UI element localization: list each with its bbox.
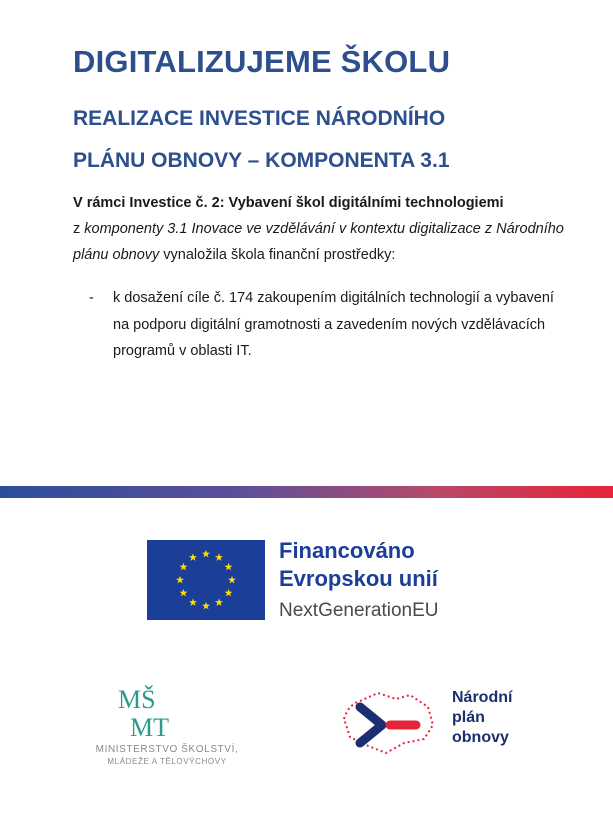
svg-text:MT: MT — [130, 713, 169, 740]
bullet-text: k dosažení cíle č. 174 zakoupením digitálních technologií a vybavení na podporu digitální gramotnosti a zavedením nových vzdělávacích programů v oblasti IT. — [113, 290, 554, 359]
component-reference: komponenty 3.1 Inovace ve vzdělávání v kontextu digitalizace z Národního plánu obnovy — [73, 221, 564, 263]
npo-line3: obnovy — [452, 729, 509, 746]
npo-line2: plán — [452, 709, 485, 726]
npo-line1: Národní — [452, 689, 513, 706]
svg-text:MŠ: MŠ — [118, 685, 156, 714]
investment-heading: V rámci Investice č. 2: Vybavení škol digitálními technologiemi — [73, 195, 504, 211]
subtitle-line-1: REALIZACE INVESTICE NÁRODNÍHO — [73, 107, 446, 130]
eu-flag-icon — [147, 540, 265, 620]
paragraph-text-end: vynaložila škola finanční prostředky: — [163, 247, 396, 263]
bullet-marker: - — [89, 290, 94, 306]
intro-paragraph — [73, 190, 573, 268]
page-title: DIGITALIZUJEME ŠKOLU — [73, 44, 451, 79]
page-subtitle — [73, 98, 450, 182]
msmt-logo-icon — [118, 684, 208, 740]
eu-nextgen-label: NextGenerationEU — [279, 600, 439, 621]
eu-funded-line1: Financováno — [279, 538, 415, 563]
bullet-item — [89, 285, 559, 365]
subtitle-line-2: PLÁNU OBNOVY – KOMPONENTA 3.1 — [73, 149, 450, 172]
eu-funded-line2: Evropskou unií — [279, 566, 438, 591]
msmt-name-line1: MINISTERSTVO ŠKOLSTVÍ, — [95, 744, 239, 755]
msmt-name-line2: MLÁDEŽE A TĚLOVÝCHOVY — [107, 757, 227, 766]
paragraph-text-z: z — [73, 221, 81, 237]
npo-label — [452, 688, 512, 748]
npo-logo-icon — [338, 685, 438, 761]
gradient-divider — [0, 486, 613, 498]
